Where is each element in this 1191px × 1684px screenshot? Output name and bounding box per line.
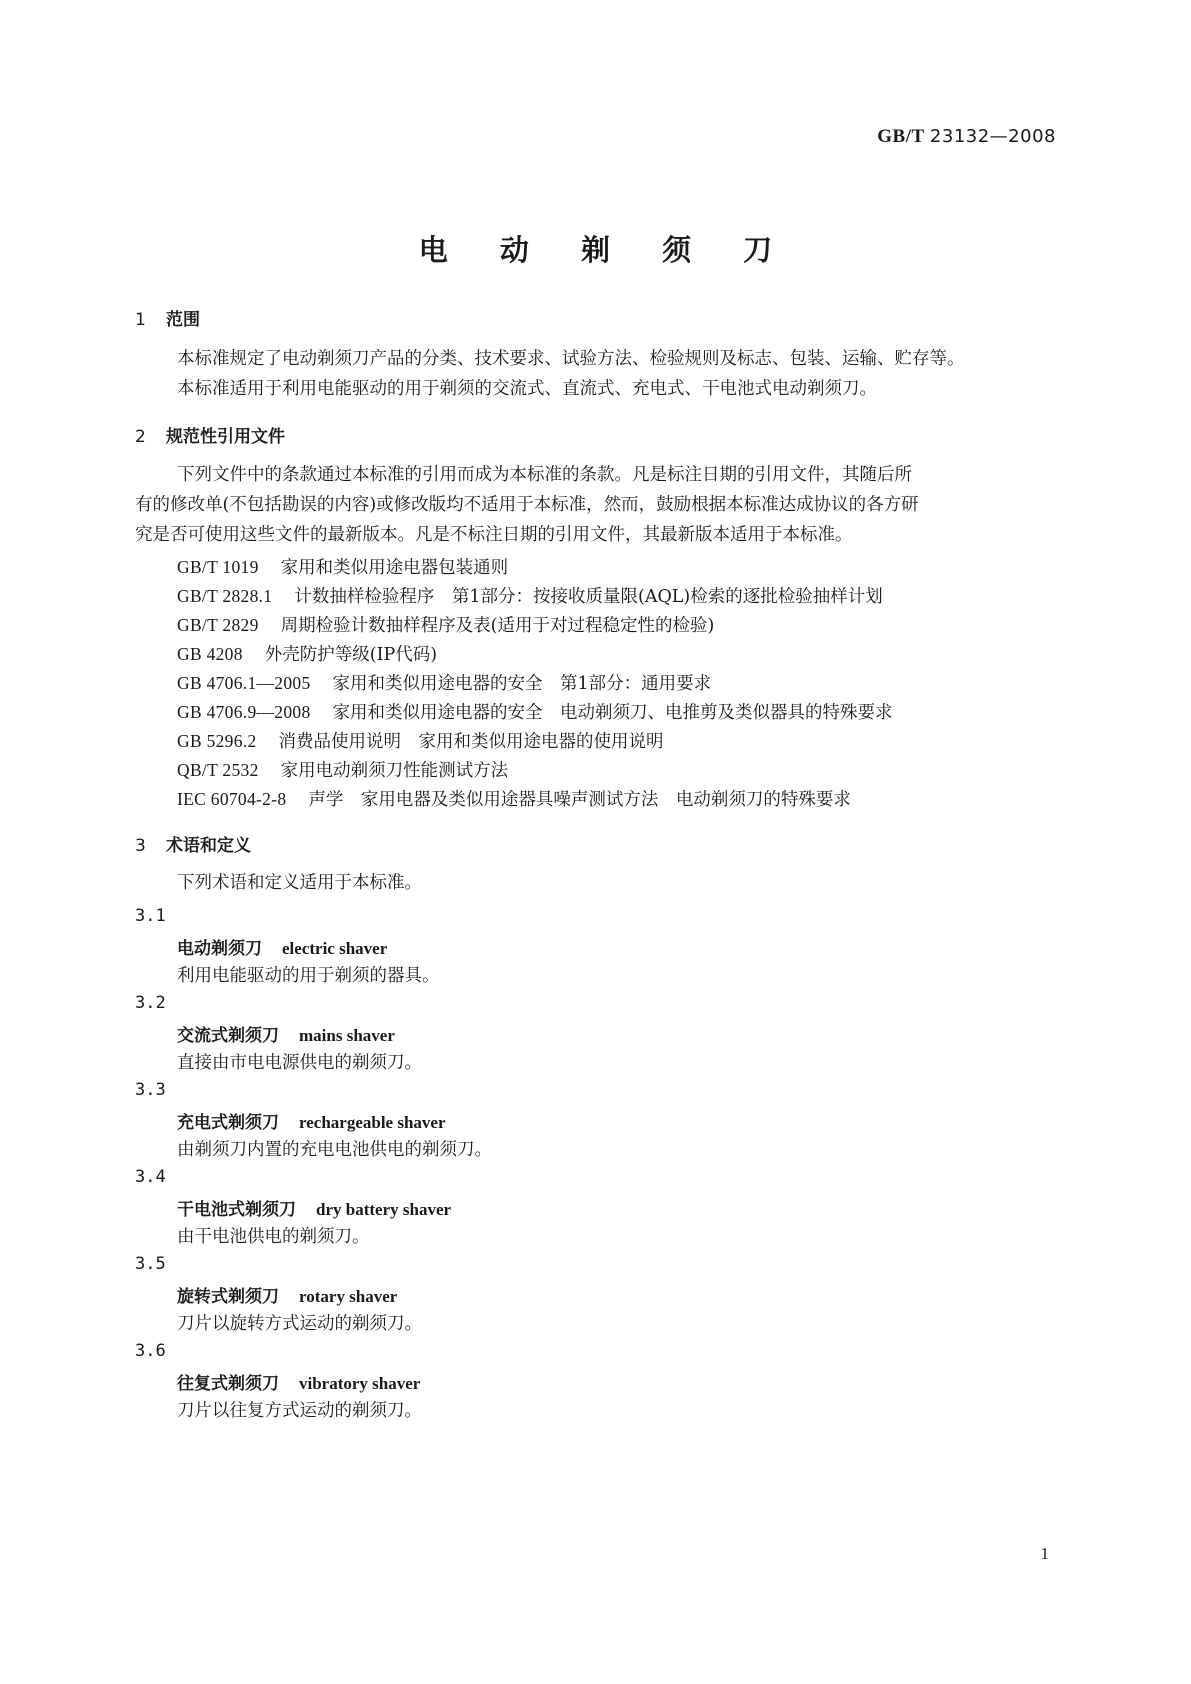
reference-item: GB 4208 外壳防护等级(IP代码) [177, 644, 438, 665]
standard-code-prefix: GB/T [877, 126, 925, 147]
reference-item: GB 5296.2 消费品使用说明 家用和类似用途电器的使用说明 [177, 731, 664, 752]
term-definition: 利用电能驱动的用于剃须的器具。 [177, 966, 440, 986]
term-number: 3.2 [135, 993, 166, 1013]
term-heading: 干电池式剃须刀 dry battery shaver [177, 1200, 452, 1220]
term-number: 3.5 [135, 1254, 166, 1274]
reference-item: GB/T 1019 家用和类似用途电器包装通则 [177, 557, 509, 578]
document-title: 电 动 剃 须 刀 [418, 233, 794, 267]
page-number: 1 [1040, 1544, 1049, 1563]
references-intro-line-2: 有的修改单(不包括勘误的内容)或修改版均不适用于本标准，然而，鼓励根据本标准达成协议的各方研 [135, 495, 919, 515]
term-definition: 由干电池供电的剃须刀。 [177, 1227, 370, 1247]
term-number: 3.1 [135, 906, 166, 926]
reference-item: GB/T 2828.1 计数抽样检验程序 第1部分：按接收质量限(AQL)检索的逐批检验抽样计划 [177, 586, 883, 607]
section-heading-scope: 1 范围 [135, 310, 200, 330]
term-heading: 往复式剃须刀 vibratory shaver [177, 1374, 421, 1394]
term-heading: 旋转式剃须刀 rotary shaver [177, 1287, 398, 1307]
reference-item: GB/T 2829 周期检验计数抽样程序及表(适用于对过程稳定性的检验) [177, 615, 715, 636]
terms-intro: 下列术语和定义适用于本标准。 [177, 873, 422, 893]
term-definition: 由剃须刀内置的充电电池供电的剃须刀。 [177, 1140, 492, 1160]
term-definition: 刀片以旋转方式运动的剃须刀。 [177, 1314, 422, 1334]
reference-item: QB/T 2532 家用电动剃须刀性能测试方法 [177, 760, 509, 781]
term-heading: 电动剃须刀 electric shaver [177, 939, 388, 959]
scope-paragraph-1: 本标准规定了电动剃须刀产品的分类、技术要求、试验方法、检验规则及标志、包装、运输、贮存等。 [177, 349, 965, 369]
term-definition: 直接由市电电源供电的剃须刀。 [177, 1053, 422, 1073]
term-number: 3.4 [135, 1167, 166, 1187]
term-definition: 刀片以往复方式运动的剃须刀。 [177, 1401, 422, 1421]
reference-item: IEC 60704-2-8 声学 家用电器及类似用途器具噪声测试方法 电动剃须刀的特殊要求 [177, 789, 851, 810]
term-heading: 交流式剃须刀 mains shaver [177, 1026, 395, 1046]
term-number: 3.6 [135, 1341, 166, 1361]
term-heading: 充电式剃须刀 rechargeable shaver [177, 1113, 446, 1133]
references-intro-line-1: 下列文件中的条款通过本标准的引用而成为本标准的条款。凡是标注日期的引用文件，其随后所 [177, 465, 912, 485]
section-heading-terms-definitions: 3 术语和定义 [135, 836, 251, 856]
scope-paragraph-2: 本标准适用于利用电能驱动的用于剃须的交流式、直流式、充电式、干电池式电动剃须刀。 [177, 379, 877, 399]
section-heading-normative-references: 2 规范性引用文件 [135, 427, 285, 447]
standard-code [877, 126, 1056, 148]
reference-item: GB 4706.1—2005 家用和类似用途电器的安全 第1部分：通用要求 [177, 673, 712, 694]
term-number: 3.3 [135, 1080, 166, 1100]
standard-code-number: 23132—2008 [929, 126, 1056, 147]
references-intro-line-3: 究是否可使用这些文件的最新版本。凡是不标注日期的引用文件，其最新版本适用于本标准。 [135, 525, 853, 545]
reference-item: GB 4706.9—2008 家用和类似用途电器的安全 电动剃须刀、电推剪及类似器具的特殊要求 [177, 702, 893, 723]
